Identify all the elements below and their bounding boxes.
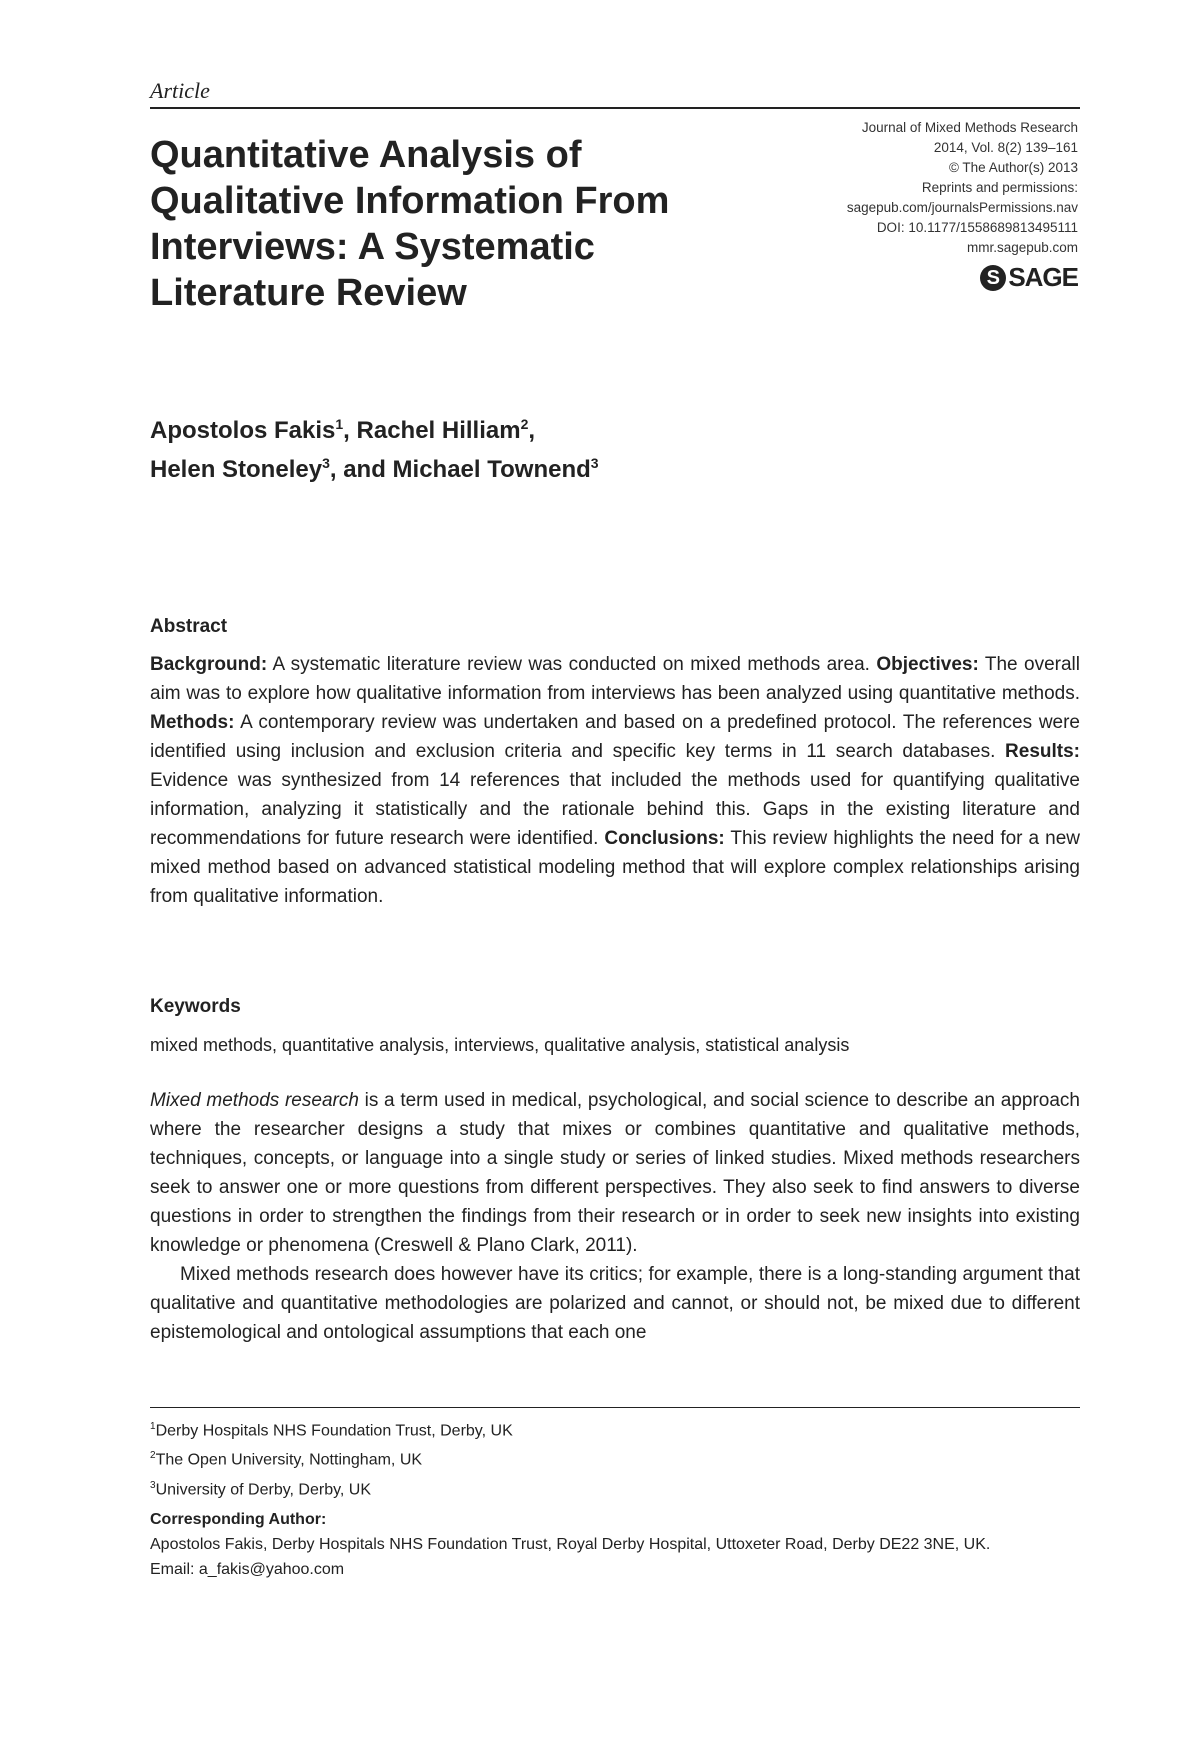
abstract-background-label: Background: [150, 654, 268, 675]
author-affiliation-marker: 1 [335, 416, 344, 432]
abstract-body [150, 650, 1080, 911]
author-affiliation-marker: 3 [322, 455, 330, 471]
abstract-conclusions-label: Conclusions: [604, 828, 725, 849]
author-list [150, 408, 950, 486]
keywords-heading: Keywords [150, 996, 241, 1017]
author-name: Rachel Hilliam [356, 417, 521, 444]
article-title [150, 132, 770, 316]
section-label: Article [150, 78, 210, 103]
affiliation-marker: 2 [150, 1450, 156, 1462]
corresponding-author-email[interactable]: Email: a_fakis@yahoo.com [150, 1561, 345, 1578]
affiliation-marker: 1 [150, 1421, 156, 1432]
footnote-rule [150, 1407, 1080, 1408]
abstract-heading: Abstract [150, 616, 228, 637]
corresponding-author-heading: Corresponding Author: [150, 1511, 327, 1528]
abstract-results-text: Evidence was synthesized from 14 references that included the methods used for quantifying qualitative information, analyzing it statistically and the rationale behind this. Gaps in the existing literature and recommendations for future research were identified. [150, 770, 1080, 849]
journal-permissions-link[interactable]: sagepub.com/journalsPermissions.nav [846, 200, 1078, 215]
corresponding-author [150, 1507, 1080, 1582]
affiliation-text: University of Derby, Derby, UK [155, 1480, 372, 1498]
author-line [150, 447, 950, 486]
abstract-background-text: A systematic literature review was conducted on mixed methods area. [267, 654, 877, 675]
author-separator: , [528, 417, 536, 444]
abstract-conclusions-text: This review highlights the need for a new mixed method based on advanced statistical modeling method that will explore complex relationships arising from qualitative information. [150, 828, 1080, 907]
keywords-list: mixed methods, quantitative analysis, interviews, qualitative analysis, statistical analysis [150, 1035, 850, 1055]
abstract-objectives-label: Objectives: [876, 654, 979, 675]
affiliation-item [150, 1414, 1080, 1443]
author-line [150, 408, 950, 447]
corresponding-author-address: Apostolos Fakis, Derby Hospitals NHS Foundation Trust, Royal Derby Hospital, Uttoxeter Road, Derby DE22 3NE, UK. [150, 1536, 991, 1553]
sage-logo [980, 262, 1078, 293]
abstract-objectives-text: The overall aim was to explore how qualitative information from interviews has been analyzed using quantitative methods. [150, 654, 1080, 704]
title-line: Interviews: A Systematic [150, 226, 595, 268]
journal-website-link[interactable]: mmr.sagepub.com [966, 240, 1078, 255]
author-affiliation-marker: 3 [590, 455, 599, 471]
author-name: Helen Stoneley [150, 456, 323, 483]
header-rule [150, 107, 1080, 109]
journal-volume: 2014, Vol. 8(2) 139–161 [933, 140, 1078, 155]
journal-name: Journal of Mixed Methods Research [861, 120, 1078, 135]
sage-s-icon: S [980, 265, 1006, 291]
affiliations [150, 1414, 1080, 1502]
journal-reprints: Reprints and permissions: [921, 180, 1078, 195]
affiliation-item [150, 1443, 1080, 1472]
body-emphasis: Mixed methods research [150, 1090, 359, 1111]
author-name: Apostolos Fakis [150, 417, 336, 444]
author-affiliation-marker: 2 [520, 416, 529, 432]
journal-copyright: © The Author(s) 2013 [948, 160, 1078, 175]
author-separator: , and [329, 456, 393, 483]
title-line: Qualitative Information From [150, 180, 670, 222]
body-text [150, 1086, 1080, 1347]
title-line: Quantitative Analysis of [150, 134, 582, 176]
author-separator: , [343, 417, 357, 444]
author-name: Michael Townend [392, 456, 591, 483]
title-line: Literature Review [150, 272, 467, 314]
affiliation-item [150, 1473, 1080, 1502]
journal-doi[interactable]: DOI: 10.1177/1558689813495111 [876, 220, 1078, 235]
body-paragraph: Mixed methods research does however have its critics; for example, there is a long-standing argument that qualitative and quantitative methodologies are polarized and cannot, or should not, be mixed due to different epistemological and ontological assumptions that each one [150, 1264, 1080, 1343]
body-paragraph-text: is a term used in medical, psychological, and social science to describe an approach where the researcher designs a study that mixes or combines quantitative and qualitative methods, techniques, concepts, or language into a single study or series of linked studies. Mixed methods researchers seek to answer one or more questions from different perspectives. They also seek to find answers to diverse questions in order to strengthen the findings from their research or in order to seek new insights into existing knowledge or phenomena (Creswell & Plano Clark, 2011). [150, 1090, 1080, 1256]
abstract-methods-text: A contemporary review was undertaken and based on a predefined protocol. The references were identified using inclusion and exclusion criteria and specific key terms in 11 search databases. [150, 712, 1080, 762]
sage-logo-text: SAGE [1008, 262, 1078, 292]
body-paragraph [150, 1086, 1080, 1260]
affiliation-marker: 3 [150, 1479, 156, 1491]
abstract-results-label: Results: [1005, 741, 1080, 762]
journal-info [718, 118, 1078, 258]
affiliation-text: Derby Hospitals NHS Foundation Trust, Derby, UK [155, 1422, 513, 1440]
abstract-methods-label: Methods: [150, 712, 235, 733]
affiliation-text: The Open University, Nottingham, UK [155, 1451, 423, 1469]
